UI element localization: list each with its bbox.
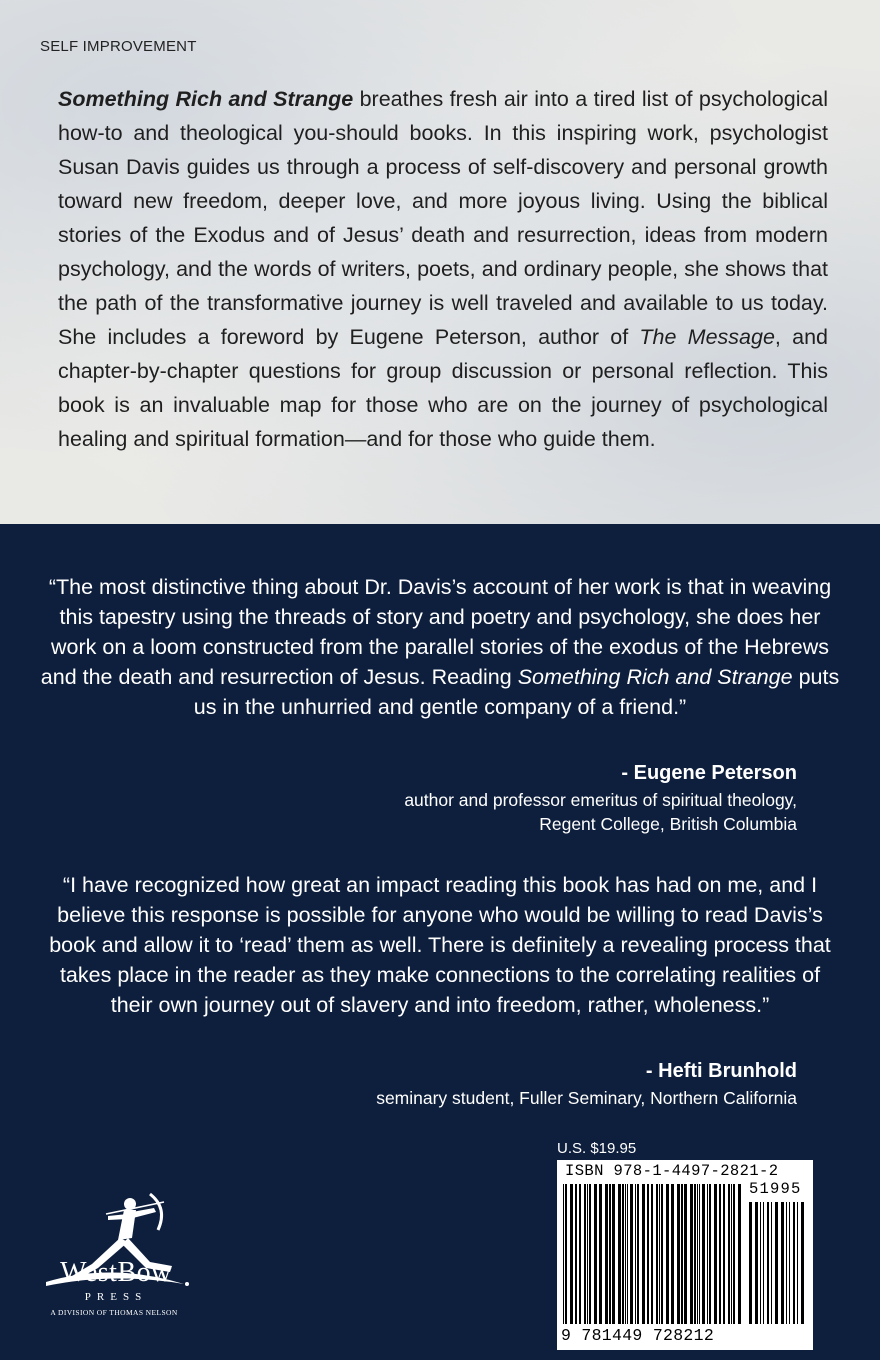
- endorser-role: seminary student, Fuller Seminary, Northern California: [376, 1088, 797, 1108]
- price-code-text: 51995: [749, 1180, 802, 1198]
- book-description: [58, 82, 828, 456]
- publisher-press: PRESS: [84, 1291, 148, 1303]
- endorsement-quote: “I have recognized how great an impact reading this book has had on me, and I believe this response is possible for anyone who would be willing to read Davis’s book and allow it to ‘read’ them as well. There is definitely a revealing process that takes place in the reader as they make connections to the correlating realities of their own journey out of slavery and into freedom, rather, wholeness.”: [49, 873, 831, 1017]
- description-text-end: , and chapter-by-chapter questions for group discussion or personal reflection. This book is an invaluable map for those who are on the journey of psychological healing and spiritual formation—and for those who guide them.: [58, 325, 828, 451]
- endorsement-attribution: [404, 758, 797, 836]
- publisher-division: A DIVISION OF THOMAS NELSON: [50, 1308, 178, 1317]
- quote-book-title: Something Rich and Strange: [517, 665, 793, 689]
- publisher-name: WestBow: [60, 1257, 172, 1288]
- barcode-icon: [557, 1160, 813, 1350]
- endorser-name: - Eugene Peterson: [621, 762, 797, 784]
- ean-number: 9 781449 728212: [561, 1326, 715, 1345]
- endorsement-attribution: [376, 1056, 797, 1110]
- endorsement-quote: [40, 572, 840, 722]
- isbn-text: ISBN 978-1-4497-2821-2: [565, 1162, 779, 1180]
- endorser-role: author and professor emeritus of spiritual theology,: [404, 790, 797, 810]
- endorser-affiliation: Regent College, British Columbia: [539, 814, 797, 834]
- message-title: The Message: [639, 325, 775, 349]
- barcode-box: [557, 1160, 813, 1350]
- endorser-name: - Hefti Brunhold: [645, 1060, 797, 1082]
- blurb-section: [0, 0, 880, 524]
- description-text: breathes fresh air into a tired list of psychological how-to and theological you-should books. In this inspiring work, psychologist Susan Davis guides us through a process of self-discovery and personal growth toward new freedom, deeper love, and more joyous living. Using the biblical stories of the Exodus and of Jesus’ death and resurrection, ideas from modern psychology, and the words of writers, poets, and ordinary people, she shows that the path of the transformative journey is well traveled and available to us today. She includes a foreword by Eugene Peterson, author of: [58, 87, 828, 349]
- endorsements-section: [0, 524, 880, 1360]
- price-label: U.S. $19.95: [557, 1140, 637, 1157]
- quote-text-end: puts us in the unhurried and gentle company of a friend.”: [193, 665, 840, 719]
- book-title: Something Rich and Strange: [58, 87, 354, 111]
- quote-text: “The most distinctive thing about Dr. Davis’s account of her work is that in weaving this tapestry using the threads of story and poetry and psychology, she does her work on a loom constructed from the parallel stories of the exodus of the Hebrews and the death and resurrection of Jesus. Reading: [40, 575, 832, 689]
- category-label: SELF IMPROVEMENT: [40, 38, 197, 55]
